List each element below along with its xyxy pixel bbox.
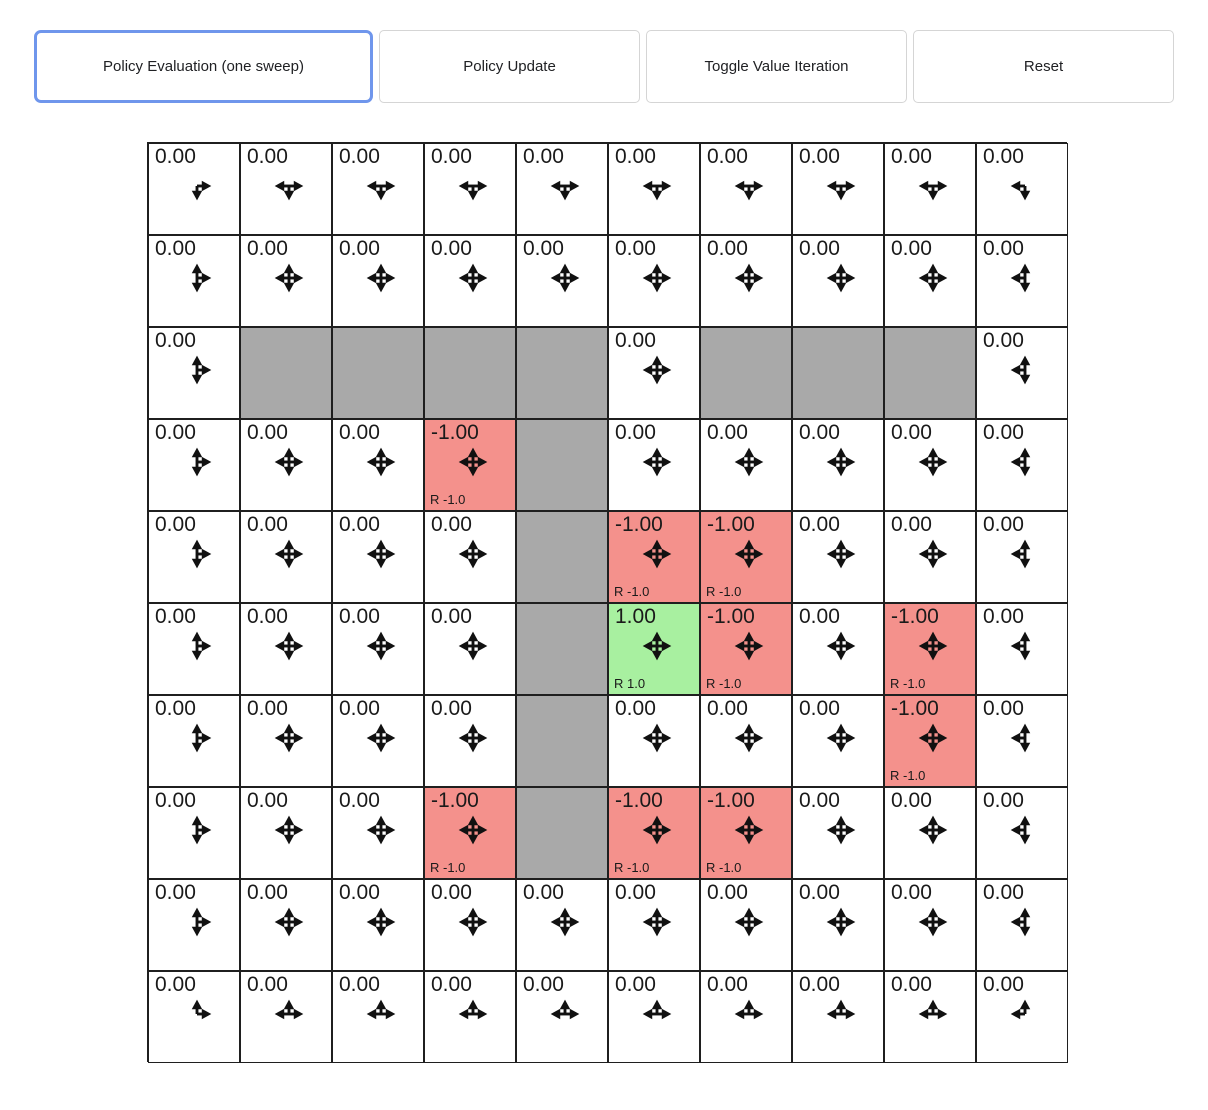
grid-cell[interactable] (148, 787, 240, 879)
grid-cell-wall (516, 511, 608, 603)
cell-value: 0.00 (707, 881, 748, 904)
cell-value: -1.00 (615, 513, 663, 536)
grid-cell[interactable] (148, 143, 240, 235)
cell-value: 0.00 (891, 513, 932, 536)
policy-arrows-icon (1004, 901, 1046, 943)
cell-value: 0.00 (523, 973, 564, 996)
cell-value: 0.00 (431, 881, 472, 904)
cell-value: 0.00 (155, 237, 196, 260)
policy-arrows-icon (268, 717, 310, 759)
grid-cell[interactable] (608, 235, 700, 327)
cell-value: 0.00 (155, 881, 196, 904)
cell-value: 0.00 (983, 237, 1024, 260)
grid-cell[interactable] (424, 879, 516, 971)
cell-reward-label: R -1.0 (430, 492, 466, 507)
policy-arrows-icon (544, 165, 586, 207)
policy-arrows-icon (636, 165, 678, 207)
policy-arrows-icon (268, 533, 310, 575)
policy-arrows-icon (820, 165, 862, 207)
cell-value: -1.00 (615, 789, 663, 812)
cell-value: 0.00 (247, 605, 288, 628)
cell-value: 0.00 (707, 421, 748, 444)
grid-cell-wall (792, 327, 884, 419)
policy-arrows-icon (360, 257, 402, 299)
grid-cell[interactable] (148, 879, 240, 971)
cell-value: -1.00 (431, 421, 479, 444)
grid-cell[interactable] (976, 879, 1068, 971)
policy-arrows-icon (1004, 993, 1046, 1035)
grid-cell[interactable] (976, 971, 1068, 1063)
policy-arrows-icon (1004, 809, 1046, 851)
policy-arrows-icon (912, 717, 954, 759)
cell-value: 0.00 (247, 421, 288, 444)
policy-arrows-icon (728, 441, 770, 483)
cell-reward-label: R -1.0 (614, 860, 650, 875)
grid-cell[interactable] (240, 511, 332, 603)
policy-arrows-icon (360, 625, 402, 667)
grid-cell[interactable] (516, 971, 608, 1063)
policy-arrows-icon (820, 257, 862, 299)
policy-arrows-icon (176, 625, 218, 667)
grid-cell[interactable] (884, 143, 976, 235)
grid-cell[interactable] (332, 143, 424, 235)
policy-arrows-icon (912, 993, 954, 1035)
grid-cell[interactable] (700, 879, 792, 971)
cell-value: 0.00 (155, 145, 196, 168)
grid-cell[interactable] (608, 695, 700, 787)
grid-cell[interactable] (608, 511, 700, 603)
grid-cell[interactable] (240, 787, 332, 879)
grid-cell[interactable] (424, 235, 516, 327)
cell-value: 0.00 (799, 605, 840, 628)
policy-arrows-icon (1004, 441, 1046, 483)
policy-arrows-icon (728, 257, 770, 299)
grid-cell[interactable] (792, 603, 884, 695)
grid-cell[interactable] (332, 419, 424, 511)
grid-cell[interactable] (424, 695, 516, 787)
cell-value: 0.00 (155, 421, 196, 444)
grid-cell[interactable] (976, 787, 1068, 879)
policy-arrows-icon (360, 165, 402, 207)
cell-value: 0.00 (615, 881, 656, 904)
grid-cell[interactable] (240, 419, 332, 511)
policy-arrows-icon (728, 625, 770, 667)
grid-cell[interactable] (792, 419, 884, 511)
grid-cell[interactable] (240, 695, 332, 787)
policy-arrows-icon (176, 993, 218, 1035)
grid-cell-wall (516, 419, 608, 511)
policy-arrows-icon (636, 717, 678, 759)
policy-arrows-icon (544, 257, 586, 299)
grid-cell-wall (332, 327, 424, 419)
cell-value: -1.00 (707, 605, 755, 628)
cell-value: 0.00 (983, 973, 1024, 996)
policy-arrows-icon (1004, 717, 1046, 759)
cell-value: 0.00 (339, 237, 380, 260)
grid-cell[interactable] (424, 143, 516, 235)
grid-cell[interactable] (976, 235, 1068, 327)
cell-reward-label: R 1.0 (614, 676, 646, 691)
policy-arrows-icon (728, 993, 770, 1035)
policy-arrows-icon (268, 625, 310, 667)
grid-cell[interactable] (332, 511, 424, 603)
policy-arrows-icon (1004, 625, 1046, 667)
grid-cell[interactable] (608, 143, 700, 235)
cell-value: 0.00 (799, 973, 840, 996)
grid-cell[interactable] (148, 695, 240, 787)
policy-arrows-icon (636, 257, 678, 299)
cell-value: 0.00 (707, 145, 748, 168)
cell-value: 0.00 (615, 421, 656, 444)
policy-arrows-icon (268, 901, 310, 943)
cell-value: 0.00 (707, 237, 748, 260)
cell-value: 0.00 (799, 697, 840, 720)
grid-cell[interactable] (240, 879, 332, 971)
cell-value: -1.00 (707, 513, 755, 536)
policy-arrows-icon (452, 809, 494, 851)
policy-arrows-icon (176, 349, 218, 391)
policy-arrows-icon (268, 441, 310, 483)
grid-cell[interactable] (792, 235, 884, 327)
cell-value: 0.00 (431, 237, 472, 260)
grid-cell[interactable] (884, 879, 976, 971)
grid-cell[interactable] (424, 419, 516, 511)
grid-cell[interactable] (884, 419, 976, 511)
cell-value: 0.00 (339, 513, 380, 536)
policy-arrows-icon (268, 993, 310, 1035)
cell-value: 0.00 (891, 237, 932, 260)
cell-value: 0.00 (983, 421, 1024, 444)
grid-cell[interactable] (240, 235, 332, 327)
cell-value: 0.00 (891, 145, 932, 168)
cell-value: 0.00 (707, 973, 748, 996)
policy-arrows-icon (912, 809, 954, 851)
policy-arrows-icon (452, 625, 494, 667)
policy-arrows-icon (820, 901, 862, 943)
policy-arrows-icon (820, 625, 862, 667)
policy-arrows-icon (360, 441, 402, 483)
grid-cell[interactable] (424, 603, 516, 695)
cell-value: -1.00 (431, 789, 479, 812)
policy-arrows-icon (636, 533, 678, 575)
cell-value: 0.00 (615, 973, 656, 996)
policy-arrows-icon (176, 901, 218, 943)
cell-value: 0.00 (431, 145, 472, 168)
grid-cell[interactable] (424, 787, 516, 879)
policy-arrows-icon (176, 257, 218, 299)
grid-cell[interactable] (884, 695, 976, 787)
grid-cell[interactable] (424, 971, 516, 1063)
cell-value: 0.00 (891, 421, 932, 444)
grid-cell[interactable] (332, 695, 424, 787)
grid-cell[interactable] (700, 695, 792, 787)
cell-value: 0.00 (247, 237, 288, 260)
policy-arrows-icon (452, 901, 494, 943)
cell-value: 0.00 (707, 697, 748, 720)
policy-arrows-icon (176, 533, 218, 575)
cell-value: 0.00 (339, 421, 380, 444)
grid-cell[interactable] (332, 235, 424, 327)
grid-cell[interactable] (608, 787, 700, 879)
cell-value: 0.00 (247, 145, 288, 168)
policy-arrows-icon (1004, 349, 1046, 391)
policy-arrows-icon (360, 533, 402, 575)
grid-cell[interactable] (516, 143, 608, 235)
cell-value: 0.00 (615, 697, 656, 720)
grid-cell-wall (516, 787, 608, 879)
policy-arrows-icon (636, 349, 678, 391)
grid-cell[interactable] (884, 235, 976, 327)
cell-value: 0.00 (339, 789, 380, 812)
toolbar (34, 30, 1174, 103)
policy-evaluation-button[interactable]: Policy Evaluation (one sweep) (34, 30, 373, 103)
policy-arrows-icon (176, 717, 218, 759)
policy-arrows-icon (176, 441, 218, 483)
policy-arrows-icon (820, 993, 862, 1035)
grid-cell[interactable] (884, 787, 976, 879)
grid-cell-wall (516, 695, 608, 787)
grid-cell[interactable] (884, 603, 976, 695)
grid-cell[interactable] (700, 971, 792, 1063)
policy-arrows-icon (636, 993, 678, 1035)
grid-cell[interactable] (332, 879, 424, 971)
grid-cell[interactable] (976, 143, 1068, 235)
policy-arrows-icon (912, 441, 954, 483)
grid-cell[interactable] (976, 511, 1068, 603)
cell-value: 0.00 (983, 329, 1024, 352)
grid-cell[interactable] (240, 971, 332, 1063)
grid-cell-wall (516, 603, 608, 695)
policy-arrows-icon (820, 809, 862, 851)
grid-cell[interactable] (240, 143, 332, 235)
grid-cell[interactable] (148, 327, 240, 419)
policy-arrows-icon (820, 533, 862, 575)
cell-value: 0.00 (247, 973, 288, 996)
cell-reward-label: R -1.0 (890, 768, 926, 783)
policy-update-button[interactable]: Policy Update (379, 30, 640, 103)
grid-cell[interactable] (516, 235, 608, 327)
cell-value: 0.00 (983, 605, 1024, 628)
grid-cell[interactable] (700, 235, 792, 327)
policy-arrows-icon (912, 901, 954, 943)
policy-arrows-icon (636, 625, 678, 667)
cell-value: -1.00 (707, 789, 755, 812)
grid-cell[interactable] (700, 419, 792, 511)
policy-arrows-icon (268, 809, 310, 851)
cell-value: -1.00 (891, 697, 939, 720)
cell-value: 0.00 (431, 973, 472, 996)
grid-cell[interactable] (516, 879, 608, 971)
policy-arrows-icon (636, 441, 678, 483)
cell-value: 0.00 (799, 881, 840, 904)
cell-value: -1.00 (891, 605, 939, 628)
cell-value: 0.00 (983, 697, 1024, 720)
grid-cell[interactable] (148, 971, 240, 1063)
policy-arrows-icon (912, 625, 954, 667)
policy-arrows-icon (1004, 165, 1046, 207)
grid-cell[interactable] (792, 695, 884, 787)
policy-arrows-icon (728, 533, 770, 575)
cell-value: 0.00 (615, 145, 656, 168)
cell-value: 0.00 (799, 237, 840, 260)
cell-value: 0.00 (799, 513, 840, 536)
cell-value: 0.00 (431, 605, 472, 628)
cell-reward-label: R -1.0 (614, 584, 650, 599)
grid-cell[interactable] (240, 603, 332, 695)
cell-value: 0.00 (799, 145, 840, 168)
policy-arrows-icon (176, 165, 218, 207)
cell-value: 0.00 (155, 605, 196, 628)
policy-arrows-icon (1004, 257, 1046, 299)
policy-arrows-icon (360, 993, 402, 1035)
cell-reward-label: R -1.0 (430, 860, 466, 875)
grid-cell-wall (424, 327, 516, 419)
policy-arrows-icon (360, 901, 402, 943)
policy-arrows-icon (728, 901, 770, 943)
policy-arrows-icon (728, 165, 770, 207)
grid-cell[interactable] (976, 327, 1068, 419)
policy-arrows-icon (544, 901, 586, 943)
grid-cell[interactable] (884, 511, 976, 603)
grid-cell[interactable] (700, 143, 792, 235)
cell-reward-label: R -1.0 (890, 676, 926, 691)
cell-value: 1.00 (615, 605, 656, 628)
policy-arrows-icon (268, 257, 310, 299)
cell-value: 0.00 (891, 973, 932, 996)
cell-value: 0.00 (615, 237, 656, 260)
policy-arrows-icon (452, 717, 494, 759)
cell-value: 0.00 (155, 789, 196, 812)
cell-value: 0.00 (247, 697, 288, 720)
reset-button[interactable]: Reset (913, 30, 1174, 103)
grid-cell[interactable] (148, 603, 240, 695)
cell-value: 0.00 (523, 145, 564, 168)
grid-cell[interactable] (424, 511, 516, 603)
gridworld-grid (147, 142, 1067, 1062)
grid-cell-wall (700, 327, 792, 419)
cell-value: 0.00 (339, 697, 380, 720)
cell-value: 0.00 (247, 513, 288, 536)
grid-cell[interactable] (148, 419, 240, 511)
policy-arrows-icon (636, 809, 678, 851)
policy-arrows-icon (452, 257, 494, 299)
policy-arrows-icon (452, 165, 494, 207)
grid-cell[interactable] (700, 511, 792, 603)
policy-arrows-icon (912, 165, 954, 207)
cell-value: 0.00 (431, 513, 472, 536)
grid-cell[interactable] (976, 419, 1068, 511)
cell-value: 0.00 (155, 329, 196, 352)
grid-cell[interactable] (332, 603, 424, 695)
grid-cell[interactable] (884, 971, 976, 1063)
policy-arrows-icon (912, 257, 954, 299)
grid-cell-wall (516, 327, 608, 419)
cell-reward-label: R -1.0 (706, 676, 742, 691)
policy-arrows-icon (176, 809, 218, 851)
grid-cell[interactable] (792, 511, 884, 603)
policy-arrows-icon (636, 901, 678, 943)
grid-cell[interactable] (148, 235, 240, 327)
grid-cell[interactable] (792, 879, 884, 971)
policy-arrows-icon (1004, 533, 1046, 575)
cell-value: 0.00 (155, 513, 196, 536)
cell-value: 0.00 (339, 973, 380, 996)
grid-cell[interactable] (332, 971, 424, 1063)
grid-cell[interactable] (608, 327, 700, 419)
cell-value: 0.00 (799, 789, 840, 812)
cell-reward-label: R -1.0 (706, 584, 742, 599)
cell-value: 0.00 (615, 329, 656, 352)
policy-arrows-icon (544, 993, 586, 1035)
cell-value: 0.00 (247, 881, 288, 904)
cell-value: 0.00 (247, 789, 288, 812)
grid-cell[interactable] (700, 787, 792, 879)
policy-arrows-icon (912, 533, 954, 575)
cell-value: 0.00 (983, 881, 1024, 904)
policy-arrows-icon (360, 717, 402, 759)
grid-cell[interactable] (332, 787, 424, 879)
grid-cell[interactable] (976, 603, 1068, 695)
grid-cell[interactable] (608, 879, 700, 971)
policy-arrows-icon (268, 165, 310, 207)
cell-value: 0.00 (891, 789, 932, 812)
grid-cell[interactable] (792, 971, 884, 1063)
grid-cell[interactable] (608, 419, 700, 511)
grid-cell[interactable] (976, 695, 1068, 787)
grid-cell[interactable] (608, 603, 700, 695)
cell-value: 0.00 (339, 605, 380, 628)
cell-value: 0.00 (431, 697, 472, 720)
cell-value: 0.00 (523, 881, 564, 904)
policy-arrows-icon (452, 441, 494, 483)
cell-value: 0.00 (983, 789, 1024, 812)
cell-value: 0.00 (155, 973, 196, 996)
policy-arrows-icon (728, 809, 770, 851)
policy-arrows-icon (360, 809, 402, 851)
policy-arrows-icon (820, 717, 862, 759)
cell-value: 0.00 (891, 881, 932, 904)
cell-value: 0.00 (799, 421, 840, 444)
grid-cell-wall (240, 327, 332, 419)
cell-value: 0.00 (983, 513, 1024, 536)
policy-arrows-icon (820, 441, 862, 483)
policy-arrows-icon (452, 533, 494, 575)
cell-value: 0.00 (523, 237, 564, 260)
policy-arrows-icon (728, 717, 770, 759)
grid-cell-wall (884, 327, 976, 419)
toggle-value-iteration-button[interactable]: Toggle Value Iteration (646, 30, 907, 103)
cell-value: 0.00 (339, 145, 380, 168)
grid-cell[interactable] (608, 971, 700, 1063)
cell-value: 0.00 (983, 145, 1024, 168)
grid-cell[interactable] (700, 603, 792, 695)
grid-cell[interactable] (792, 143, 884, 235)
policy-arrows-icon (452, 993, 494, 1035)
grid-cell[interactable] (792, 787, 884, 879)
cell-value: 0.00 (155, 697, 196, 720)
cell-value: 0.00 (339, 881, 380, 904)
cell-reward-label: R -1.0 (706, 860, 742, 875)
grid-cell[interactable] (148, 511, 240, 603)
